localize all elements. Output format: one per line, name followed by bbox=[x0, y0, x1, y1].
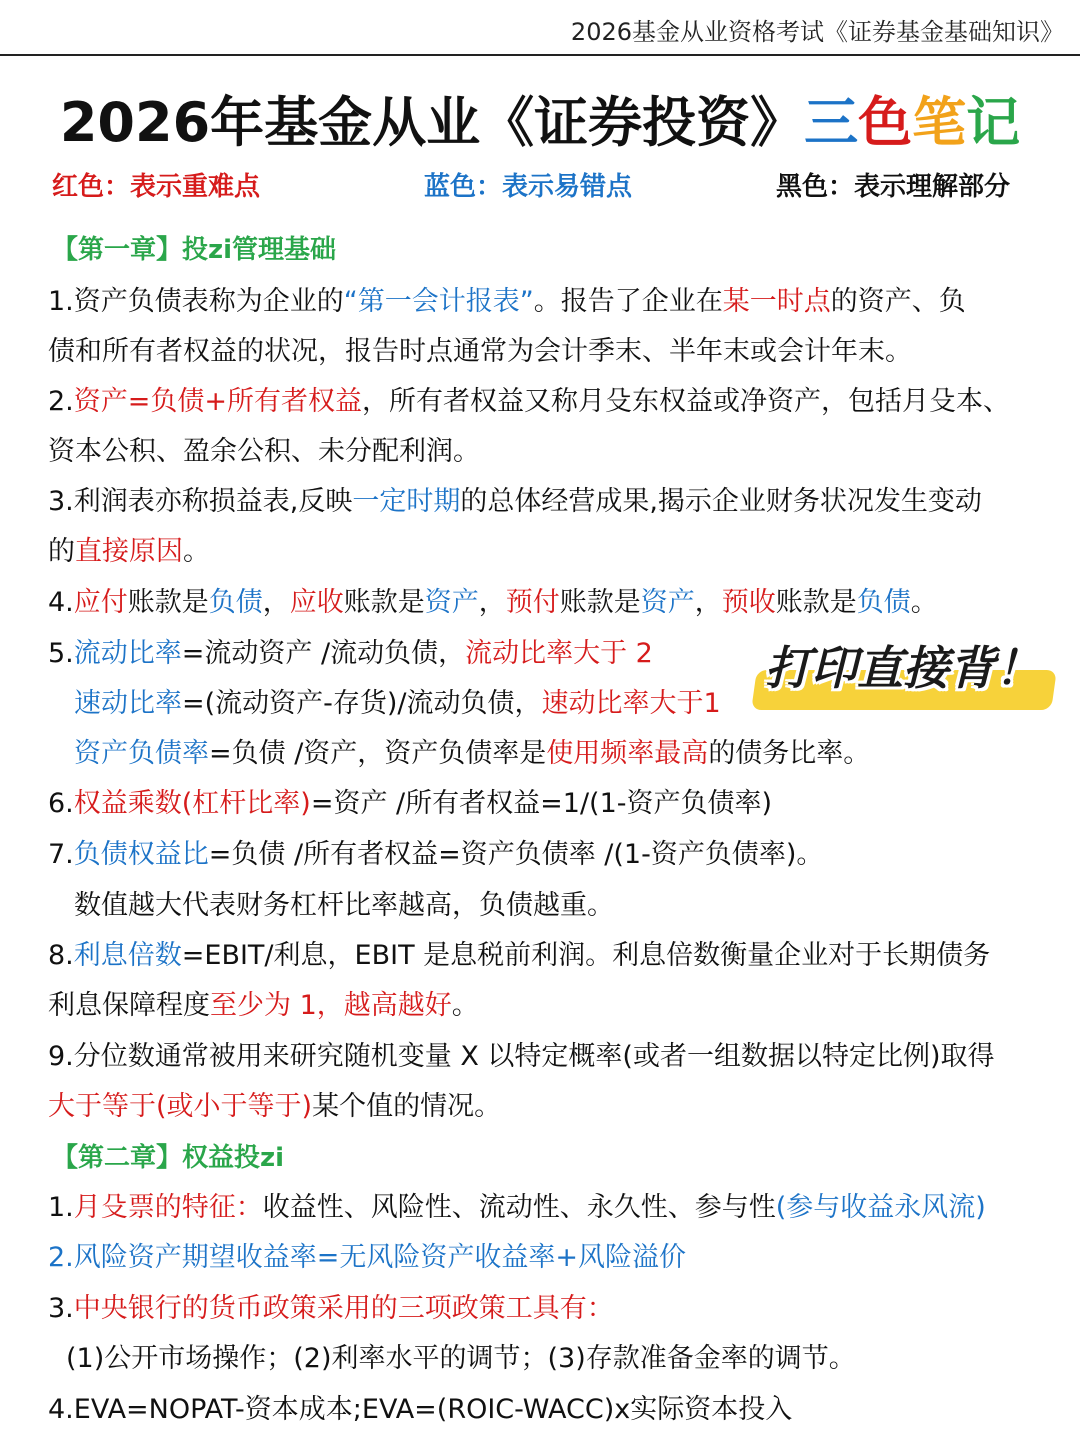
note-8-line-a: 8.利息倍数=EBIT/利息，EBIT 是息税前利润。利息倍数衡量企业对于长期债务 bbox=[48, 940, 991, 971]
legend-blue bbox=[424, 166, 632, 203]
chapter-two-heading: 【第二章】权益投zi bbox=[52, 1143, 285, 1173]
legend-blue-label: 蓝色：表示 bbox=[424, 172, 555, 202]
title-se: 色 bbox=[858, 91, 913, 154]
sticker-text: 打印直接背！ bbox=[765, 641, 1041, 695]
ch2-note-3-line: 3.中央银行的货币政策采用的三项政策工具有： bbox=[48, 1293, 614, 1324]
legend-red-label: 红色：表示 bbox=[52, 172, 183, 202]
note-5-line-a: 5.流动比率=流动资产 /流动负债，流动比率大于 2 bbox=[48, 638, 653, 669]
note-3-line-b: 的直接原因。 bbox=[48, 536, 210, 567]
ch2-note-3-line-b: (1)公开市场操作；(2)利率水平的调节；(3)存款准备金率的调节。 bbox=[66, 1343, 856, 1374]
header-text: 2026基金从业资格考试《证券基金基础知识》 bbox=[570, 18, 1064, 46]
legend-blue-value: 易错点 bbox=[554, 172, 633, 202]
note-1-line-b: 债和所有者权益的状况，报告时点通常为会计季末、半年末或会计年末。 bbox=[48, 336, 912, 367]
note-5-line-b: 速动比率=(流动资产-存货)/流动负债，速动比率大于1 bbox=[74, 688, 721, 719]
note-9-line-b: 大于等于(或小于等于)某个值的情况。 bbox=[48, 1091, 502, 1122]
ch2-note-1-line: 1.月殳票的特征：收益性、风险性、流动性、永久性、参与性(参与收益永风流) bbox=[48, 1192, 986, 1223]
chapter-one-heading: 【第一章】投zi管理基础 bbox=[52, 235, 337, 265]
legend-red bbox=[52, 166, 260, 203]
ch2-note-4-line: 4.EVA=NOPAT-资本成本;EVA=(ROIC-WACC)x实际资本投入 bbox=[48, 1394, 793, 1425]
title-main: 2026年基金从业《证券投资》 bbox=[59, 91, 805, 154]
note-1-line-a: 1.资产负债表称为企业的“第一会计报表”。报告了企业在某一时点的资产、负 bbox=[48, 286, 966, 317]
title-san: 三 bbox=[804, 91, 859, 154]
title-bi: 笔 bbox=[912, 91, 967, 154]
note-9-line-a: 9.分位数通常被用来研究随机变量 X 以特定概率(或者一组数据以特定比例)取得 bbox=[48, 1041, 995, 1072]
title-ji: 记 bbox=[966, 91, 1021, 154]
note-5-line-c: 资产负债率=负债 /资产，资产负债率是使用频率最高的债务比率。 bbox=[74, 738, 871, 769]
note-8-line-b: 利息保障程度至少为 1，越高越好。 bbox=[48, 990, 479, 1021]
page-title bbox=[0, 80, 1080, 157]
print-sticker bbox=[748, 632, 1058, 720]
note-7-line-b: 数值越大代表财务杠杆比率越高，负债越重。 bbox=[74, 890, 614, 921]
note-6-line: 6.权益乘数(杠杆比率)=资产 /所有者权益=1/(1-资产负债率) bbox=[48, 788, 773, 819]
note-7-line-a: 7.负债权益比=负债 /所有者权益=资产负债率 /(1-资产负债率)。 bbox=[48, 839, 824, 870]
top-header-bar bbox=[0, 0, 1080, 56]
note-3-line-a: 3.利润表亦称损益表,反映一定时期的总体经营成果,揭示企业财务状况发生变动 bbox=[48, 486, 982, 517]
legend-red-value: 重难点 bbox=[182, 172, 261, 202]
note-4-line: 4.应付账款是负债，应收账款是资产，预付账款是资产，预收账款是负债。 bbox=[48, 587, 938, 618]
ch2-note-2-line: 2.风险资产期望收益率=无风险资产收益率+风险溢价 bbox=[48, 1242, 687, 1273]
note-2-line-a: 2.资产=负债+所有者权益，所有者权益又称月殳东权益或净资产，包括月殳本、 bbox=[48, 386, 1011, 417]
note-2-line-b: 资本公积、盈余公积、未分配利润。 bbox=[48, 436, 480, 467]
legend-black-text: 黑色：表示理解部分 bbox=[776, 172, 1011, 202]
legend-black bbox=[776, 166, 1010, 203]
